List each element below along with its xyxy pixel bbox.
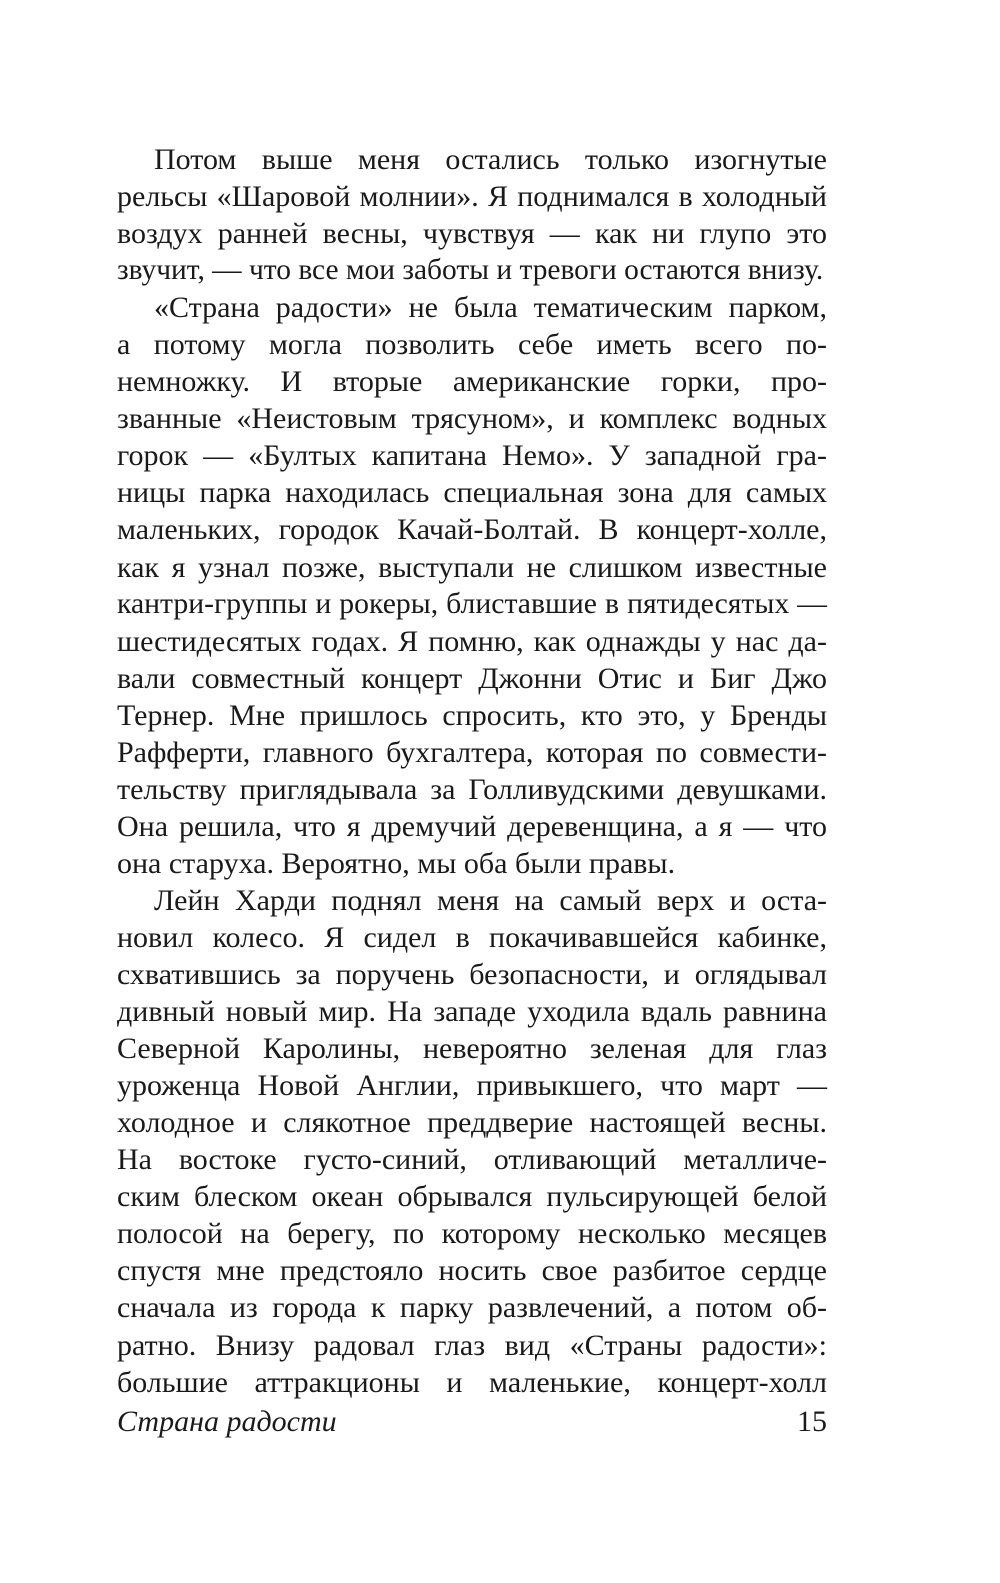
text-line: звучит, — что все мои заботы и тревоги остаются внизу.: [117, 254, 824, 287]
text-line: Лейн Харди поднял меня на самый верх и оста-: [154, 883, 827, 917]
text-line: схватившись за поручень безопасности, и оглядывал: [117, 958, 827, 992]
text-line: уроженца Новой Англии, привыкшего, что март —: [117, 1069, 827, 1103]
text-line: большие аттракционы и маленькие, концерт-холл: [117, 1365, 827, 1399]
text-line: спустя мне предстояло носить свое разбитое сердце: [117, 1254, 827, 1288]
body-text: [117, 141, 827, 1401]
text-line: как я узнал позже, выступали не слишком известные: [117, 550, 827, 584]
text-line: сначала из города к парку развлечений, а потом об-: [117, 1291, 827, 1325]
text-line: вали совместный концерт Джонни Отис и Биг Джо: [117, 661, 827, 695]
page-footer: [117, 1402, 827, 1442]
text-line: полосой на берегу, по которому несколько месяцев: [117, 1217, 827, 1251]
text-line: тельству приглядывала за Голливудскими девушками.: [117, 772, 827, 806]
text-line: горок — «Бултых капитана Немо». У западной гра-: [117, 439, 827, 473]
text-line: ратно. Внизу радовал глаз вид «Страны радости»:: [117, 1328, 827, 1362]
text-line: шестидесятых годах. Я помню, как однажды у нас да-: [117, 624, 827, 658]
text-line: Она решила, что я дремучий деревенщина, а я — что: [117, 809, 827, 843]
text-line: новил колесо. Я сидел в покачивавшейся кабинке,: [117, 920, 827, 954]
text-line: «Страна радости» не была тематическим парком,: [154, 291, 827, 325]
text-line: она старуха. Вероятно, мы оба были правы.: [117, 846, 676, 880]
text-line: На востоке густо-синий, отливающий металличе-: [117, 1143, 827, 1177]
text-line: ницы парка находилась специальная зона для самых: [117, 476, 827, 510]
text-line: Потом выше меня остались только изогнутые: [154, 143, 827, 176]
text-line: кантри-группы и рокеры, блиставшие в пятидесятых —: [117, 587, 827, 620]
text-line: ским блеском океан обрывался пульсирующей белой: [117, 1180, 827, 1214]
running-title: Страна радости: [117, 1405, 337, 1438]
page-number: 15: [797, 1405, 827, 1438]
text-line: Северной Каролины, невероятно зеленая для глаз: [117, 1032, 827, 1066]
text-line: воздух ранней весны, чувствуя — как ни глупо это: [117, 217, 827, 251]
text-line: Тернер. Мне пришлось спросить, кто это, у Бренды: [117, 698, 827, 732]
text-line: Рафферти, главного бухгалтера, которая по совмести-: [117, 735, 827, 769]
text-line: а потому могла позволить себе иметь всего по-: [117, 328, 827, 362]
text-line: маленьких, городок Качай-Болтай. В концерт-холле,: [117, 513, 827, 547]
text-line: немножку. И вторые американские горки, про-: [117, 365, 827, 399]
text-line: рельсы «Шаровой молнии». Я поднимался в холодный: [117, 180, 827, 214]
text-line: званные «Неистовым трясуном», и комплекс водных: [117, 402, 827, 436]
text-line: холодное и слякотное преддверие настоящей весны.: [117, 1106, 827, 1140]
text-line: дивный новый мир. На западе уходила вдаль равнина: [117, 995, 827, 1029]
